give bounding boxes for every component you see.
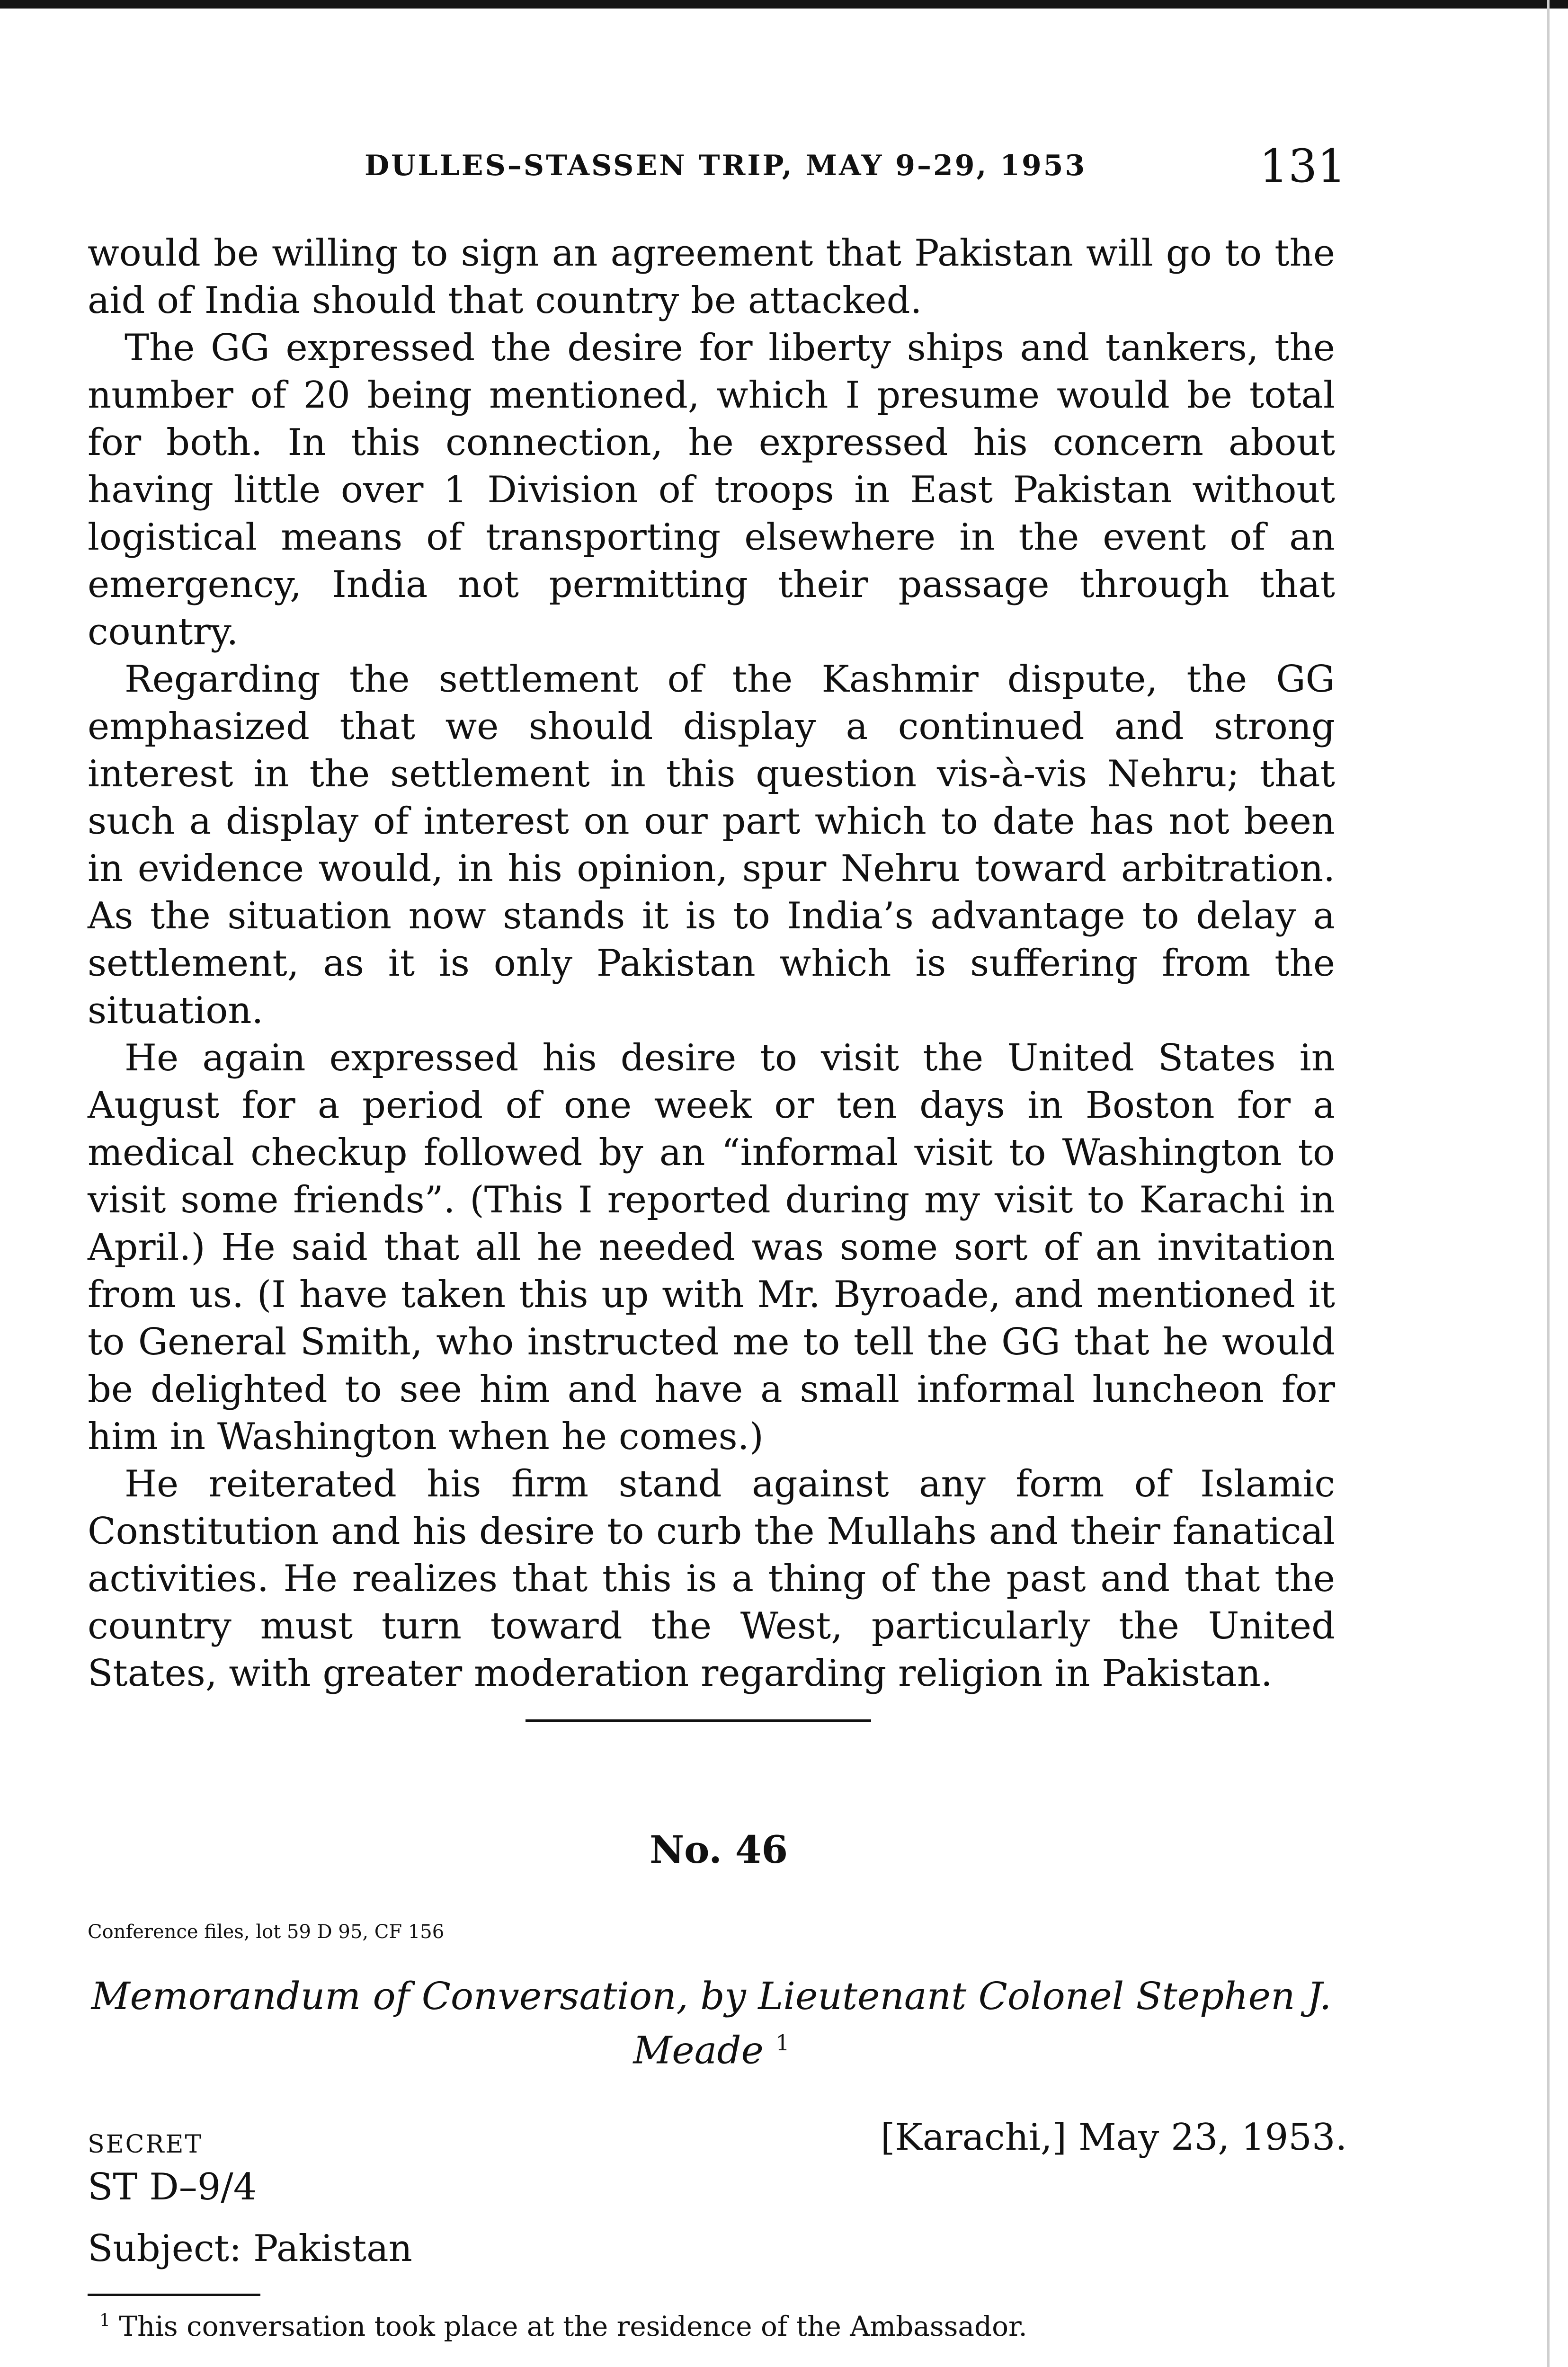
paragraph-kashmir: Regarding the settlement of the Kashmir dispute, the GG emphasized that we should display a continued and strong interest in the settlement in this question vis-à-vis Nehru; that such a display of interest on our part which to date has not been in evidence would, in his opinion, spur Nehru toward arbitration. As the situation now stands it is to India’s advantage to delay a settlement, as it is only Pakistan which is suffering from the situation. (88, 658, 1335, 1032)
body-text (88, 230, 1335, 1697)
document-title-text: Memorandum of Conversation, by Lieutenant Colonel Stephen J. Meade (91, 1974, 1332, 2073)
section-divider (526, 1719, 871, 1722)
document-title (88, 1973, 1335, 2074)
document-number: No. 46 (650, 1827, 788, 1872)
footnote-rule (88, 2294, 260, 2296)
footnote-text: This conversation took place at the residence of the Ambassador. (119, 2310, 1027, 2342)
classification-label: SECRET (88, 2130, 203, 2159)
place-date: [Karachi,] May 23, 1953. (881, 2116, 1347, 2159)
footnote (99, 2310, 1027, 2342)
source-note: Conference files, lot 59 D 95, CF 156 (88, 1921, 445, 1943)
paragraph-ships: The GG expressed the desire for liberty ships and tankers, the number of 20 being mentioned, which I presume would be total for both. In this connection, he expressed his concern about having little over 1 Division of troops in East Pakistan without logistical means of transporting elsewhere in the event of an emergency, India not permitting their passage through that country. (88, 327, 1335, 653)
paragraph-continuation: would be willing to sign an agreement that Pakistan will go to the aid of India should that country be attacked. (88, 232, 1335, 322)
top-border (0, 0, 1568, 9)
paragraph-visit: He again expressed his desire to visit the United States in August for a period of one week or ten days in Boston for a medical checkup followed by an “informal visit to Washington to visit some friends”. (This I reported during my visit to Karachi in April.) He said that all he needed was some sort of an invitation from us. (I have taken this up with Mr. Byroade, and mentioned it to General Smith, who instructed me to tell the GG that he would be delighted to see him and have a small informal luncheon for him in Washington when he comes.) (88, 1037, 1335, 1458)
page-edge (1547, 0, 1550, 2367)
footnote-marker: 1 (99, 2311, 110, 2331)
document-code: ST D–9/4 (88, 2166, 257, 2208)
paragraph-constitution: He reiterated his firm stand against any form of Islamic Constitution and his desire to curb the Mullahs and their fanatical activities. He realizes that this is a thing of the past and that the country must turn toward the West, particularly the United States, with greater moderation regarding religion in Pakistan. (88, 1463, 1335, 1695)
running-head: DULLES–STASSEN TRIP, MAY 9–29, 1953 (365, 149, 1087, 182)
title-footnote-marker: 1 (775, 2030, 790, 2056)
subject-line: Subject: Pakistan (88, 2227, 412, 2270)
page-number: 131 (1259, 140, 1346, 193)
